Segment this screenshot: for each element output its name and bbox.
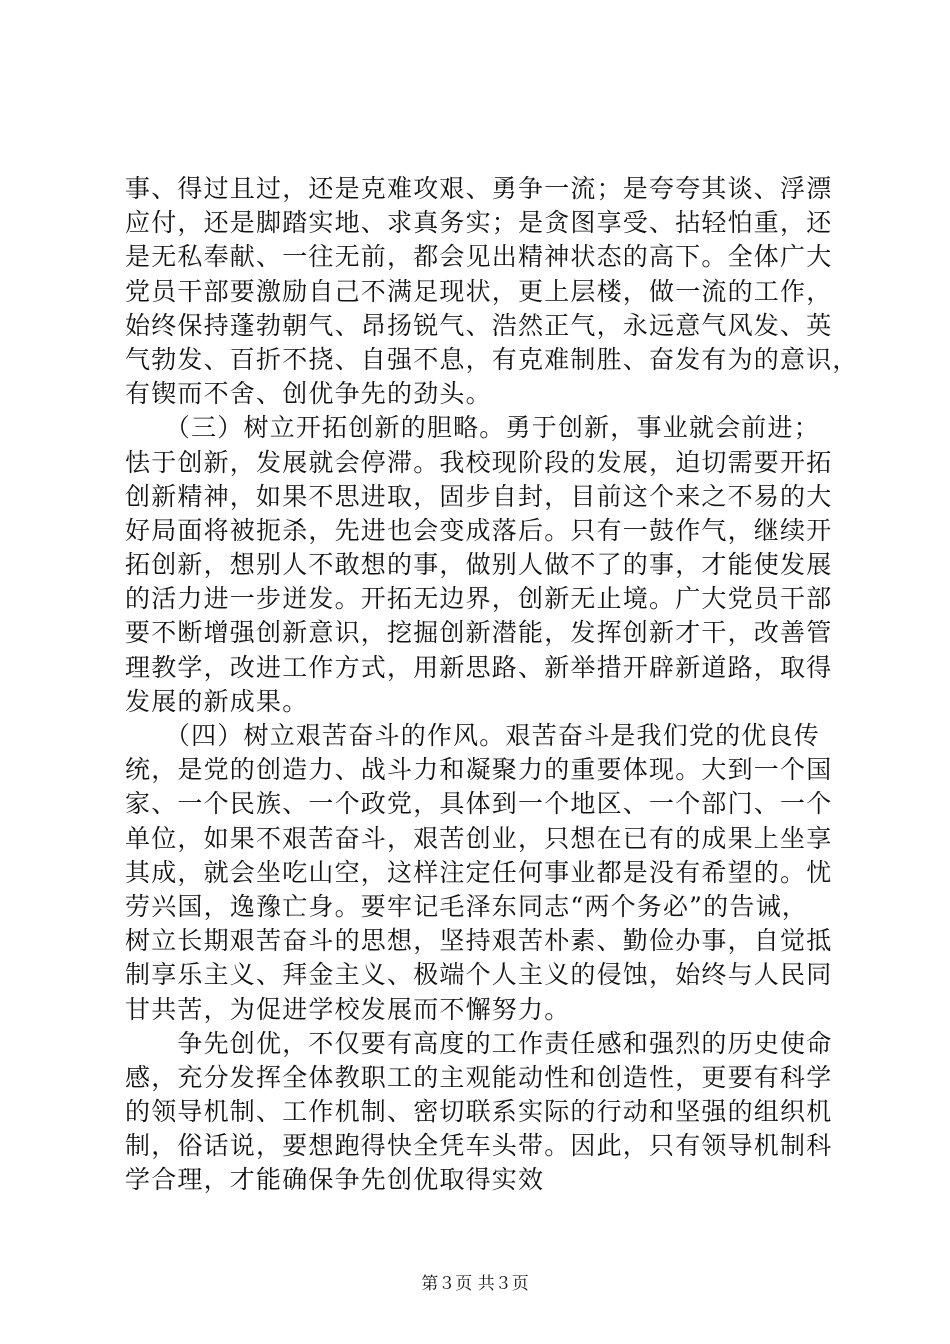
text-line: 怯于创新，发展就会停滞。我校现阶段的发展，迫切需要开拓 [125, 447, 833, 477]
text-line: 拓创新，想别人不敢想的事，做别人做不了的事，才能使发展 [125, 550, 833, 580]
text-line: 的领导机制、工作机制、密切联系实际的行动和坚强的组织机 [125, 1097, 833, 1127]
text-line: 劳兴国，逸豫亡身。要牢记毛泽东同志“两个务必”的告诫， [125, 891, 808, 921]
text-line: 制享乐主义、拜金主义、极端个人主义的侵蚀，始终与人民同 [125, 960, 833, 990]
text-line: 好局面将被扼杀，先进也会变成落后。只有一鼓作气，继续开 [125, 515, 833, 545]
section-heading-line: （三）树立开拓创新的胆略。勇于创新，事业就会前进； [125, 413, 820, 443]
text-line: 甘共苦，为促进学校发展而不懈努力。 [125, 994, 571, 1024]
text-line: 始终保持蓬勃朝气、昂扬锐气、浩然正气，永远意气风发、英 [125, 310, 833, 340]
text-line: 家、一个民族、一个政党，具体到一个地区、一个部门、一个 [125, 789, 833, 819]
text-line: 党员干部要激励自己不满足现状，更上层楼，做一流的工作， [125, 276, 833, 306]
text-line: 的活力进一步迸发。开拓无边界，创新无止境。广大党员干部 [125, 584, 833, 614]
text-line: 要不断增强创新意识，挖掘创新潜能，发挥创新才干，改善管 [125, 618, 833, 648]
text-line: 事、得过且过，还是克难攻艰、勇争一流；是夸夸其谈、浮漂 [125, 174, 833, 203]
text-line: 创新精神，如果不思进取，固步自封，目前这个来之不易的大 [125, 481, 833, 511]
page-footer [0, 1272, 950, 1296]
text-line: 气勃发、百折不挠、自强不息，有克难制胜、奋发有为的意识， [125, 344, 859, 374]
section-heading-line: （四）树立艰苦奋斗的作风。艰苦奋斗是我们党的优良传 [125, 721, 820, 750]
document-body [125, 172, 859, 1198]
text-line: 应付，还是脚踏实地、求真务实；是贪图享受、拈轻怕重，还 [125, 208, 833, 238]
page-number: 第３页 共３页 [421, 1274, 529, 1294]
text-line: 统，是党的创造力、战斗力和凝聚力的重要体现。大到一个国 [125, 755, 833, 785]
text-line: 其成，就会坐吃山空，这样注定任何事业都是没有希望的。忧 [125, 857, 833, 887]
text-line: 发展的新成果。 [125, 686, 309, 716]
text-line: 有锲而不舍、创优争先的劲头。 [125, 379, 492, 409]
text-line: 是无私奉献、一往无前，都会见出精神状态的高下。全体广大 [125, 242, 833, 272]
text-line: 单位，如果不艰苦奋斗，艰苦创业，只想在已有的成果上坐享 [125, 823, 833, 853]
text-line: 树立长期艰苦奋斗的思想，坚持艰苦朴素、勤俭办事，自觉抵 [125, 926, 833, 956]
text-line: 学合理，才能确保争先创优取得实效 [125, 1165, 545, 1195]
text-line: 感，充分发挥全体教职工的主观能动性和创造性，更要有科学 [125, 1062, 833, 1092]
text-line: 制，俗话说，要想跑得快全凭车头带。因此，只有领导机制科 [125, 1131, 833, 1161]
paragraph-start-line: 争先创优，不仅要有高度的工作责任感和强烈的历史使命 [125, 1028, 833, 1058]
text-line: 理教学，改进工作方式，用新思路、新举措开辟新道路，取得 [125, 652, 833, 682]
